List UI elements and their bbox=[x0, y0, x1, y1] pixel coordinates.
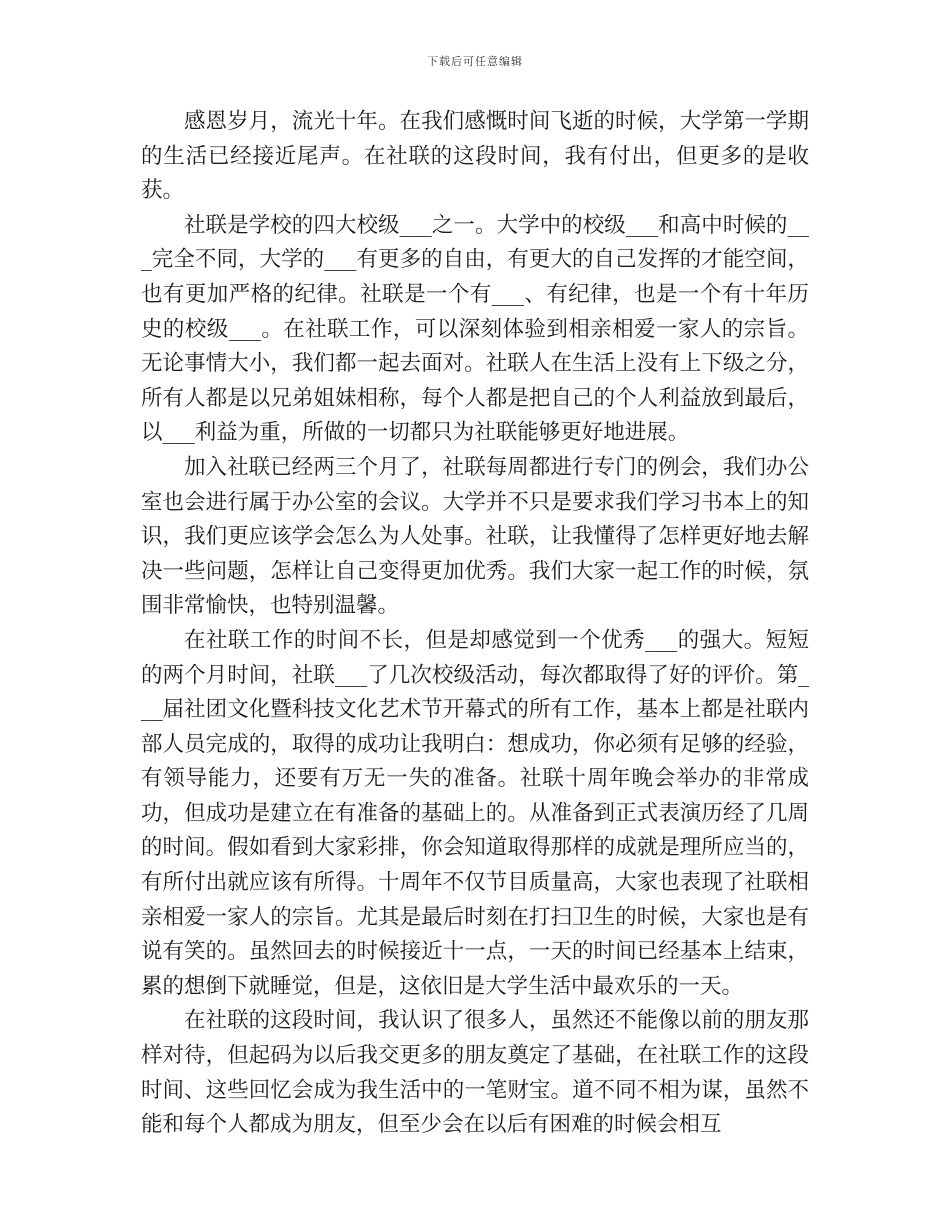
page-header: 下载后可任意编辑 bbox=[427, 55, 523, 68]
paragraph-5: 在社联的这段时间，我认识了很多人，虽然还不能像以前的朋友那样对待，但起码为以后我交更多的朋友奠定了基础，在社联工作的这段时间、这些回忆会成为我生活中的一笔财宝。道不同不相为谋，虽然不能和每个人都成为朋友，但至少会在以后有困难的时候会相互 bbox=[141, 1008, 809, 1138]
paragraph-3: 加入社联已经两三个月了，社联每周都进行专门的例会，我们办公室也会进行属于办公室的会议。大学并不只是要求我们学习书本上的知识，我们更应该学会怎么为人处事。社联，让我懂得了怎样更好地去解决一些问题，怎样让自己变得更加优秀。我们大家一起工作的时候，氛围非常愉快，也特别温馨。 bbox=[141, 454, 809, 619]
document-body bbox=[141, 105, 809, 1143]
paragraph-4: 在社联工作的时间不长，但是却感觉到一个优秀___的强大。短短的两个月时间，社联___了几次校级活动，每次都取得了好的评价。第___届社团文化暨科技文化艺术节开幕式的所有工作，基本上都是社联内部人员完成的，取得的成功让我明白：想成功，你必须有足够的经验，有领导能力，还要有万无一失的准备。社联十周年晚会举办的非常成功，但成功是建立在有准备的基础上的。从准备到正式表演历经了几周的时间。假如看到大家彩排，你会知道取得那样的成就是理所应当的，有所付出就应该有所得。十周年不仅节目质量高，大家也表现了社联相亲相爱一家人的宗旨。尤其是最后时刻在打扫卫生的时候，大家也是有说有笑的。虽然回去的时候接近十一点，一天的时间已经基本上结束，累的想倒下就睡觉，但是，这依旧是大学生活中最欢乐的一天。 bbox=[141, 627, 809, 999]
paragraph-1: 感恩岁月，流光十年。在我们感慨时间飞逝的时候，大学第一学期的生活已经接近尾声。在社联的这段时间，我有付出，但更多的是收获。 bbox=[141, 109, 809, 204]
paragraph-2: 社联是学校的四大校级___之一。大学中的校级___和高中时候的___完全不同，大学的___有更多的自由，有更大的自己发挥的才能空间，也有更加严格的纪律。社联是一个有___、有纪律，也是一个有十年历史的校级___。在社联工作，可以深刻体验到相亲相爱一家人的宗旨。无论事情大小，我们都一起去面对。社联人在生活上没有上下级之分，所有人都是以兄弟姐妹相称，每个人都是把自己的个人利益放到最后，以___利益为重，所做的一切都只为社联能够更好地进展。 bbox=[141, 212, 809, 446]
